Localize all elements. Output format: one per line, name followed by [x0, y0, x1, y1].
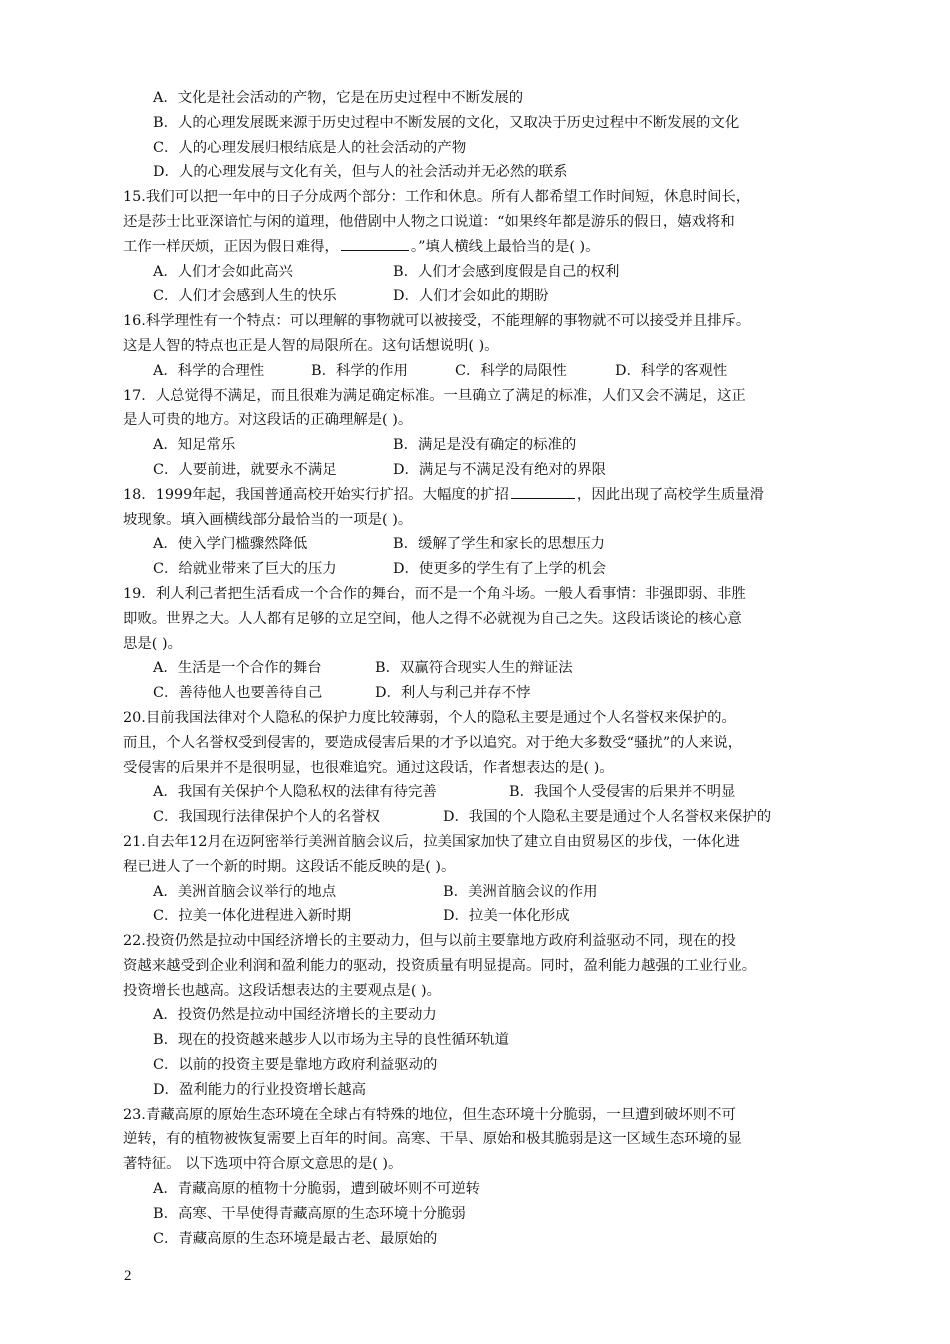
q15-stem-line	[123, 235, 835, 260]
q15-option-a: A．人们才会如此高兴	[153, 263, 293, 280]
q18-options-row	[123, 532, 835, 557]
q14-option-d: D．人的心理发展与文化有关，但与人的社会活动并无必然的联系	[153, 164, 568, 181]
q19-option-b: B．双赢符合现实人生的辩证法	[375, 660, 573, 677]
q21-options-row	[123, 904, 835, 929]
q15-stem-text: 。”填人横线上最恰当的是( )。	[410, 238, 600, 255]
q21-option-c: C．拉美一体化进程进入新时期	[153, 908, 352, 925]
q16-option-a: A．科学的合理性	[153, 362, 265, 379]
fill-blank	[511, 484, 575, 499]
fill-blank	[341, 236, 409, 251]
q19-option-d: D．利人与利己并存不悖	[375, 685, 531, 702]
q21-stem-line: 程已进人了一个新的时期。这段话不能反映的是( )。	[123, 858, 456, 875]
q18-stem-line	[123, 483, 835, 508]
q17-option-b: B．满足是没有确定的标准的	[393, 437, 577, 454]
q20-stem-line: 受侵害的后果并不是很明显，也很难追究。通过这段话，作者想表达的是( )。	[123, 759, 614, 776]
q23-option-b: B．高寒、干旱使得青藏高原的生态环境十分脆弱	[153, 1205, 466, 1222]
q15-option-d: D．人们才会如此的期盼	[393, 288, 549, 305]
q15-options-row	[123, 284, 835, 309]
q16-stem-line: 16.科学理性有一个特点：可以理解的事物就可以被接受，不能理解的事物就不可以接受并且排斥。	[123, 313, 751, 330]
q22-option-d: D．盈利能力的行业投资增长越高	[153, 1081, 367, 1098]
q18-option-b: B．缓解了学生和家长的思想压力	[393, 536, 606, 553]
q17-stem-line: 17．人总觉得不满足，而且很难为满足确定标准。一旦确立了满足的标准，人们又会不满足，这正	[123, 387, 746, 404]
q18-option-a: A．使入学门槛骤然降低	[153, 536, 308, 553]
q16-stem-line: 这是人智的特点也正是人智的局限所在。这句话想说明( )。	[123, 337, 499, 354]
q20-options-row	[123, 780, 835, 805]
q23-option-c: C．青藏高原的生态环境是最古老、最原始的	[153, 1230, 438, 1247]
q18-stem-text: ，因此出现了高校学生质量滑	[576, 486, 765, 503]
q19-stem-line: 19．利人利己者把生活看成一个合作的舞台，而不是一个角斗场。一般人看事情：非强即弱、非胜	[123, 585, 746, 602]
q15-stem-line: 15.我们可以把一年中的日子分成两个部分：工作和休息。所有人都希望工作时间短，休息时间长，	[123, 189, 751, 206]
q23-stem-line: 著特征。 以下选项中符合原文意思的是( )。	[123, 1156, 403, 1173]
q22-option-c: C．以前的投资主要是靠地方政府利益驱动的	[153, 1057, 438, 1074]
q15-option-c: C．人们才会感到人生的快乐	[153, 288, 337, 305]
q20-option-a: A．我国有关保护个人隐私权的法律有待完善	[153, 784, 437, 801]
q23-stem-line: 逆转，有的植物被恢复需要上百年的时间。高寒、干旱、原始和极其脆弱是这一区域生态环境的显	[123, 1131, 742, 1148]
q18-stem-line: 坡现象。填入画横线部分最恰当的一项是( )。	[123, 511, 413, 528]
page-number: 2	[124, 1268, 132, 1284]
q17-options-row	[123, 433, 835, 458]
q16-option-b: B．科学的作用	[311, 362, 408, 379]
exam-page	[123, 86, 835, 1251]
q19-option-a: A．生活是一个合作的舞台	[153, 660, 322, 677]
q17-option-c: C．人要前进，就要永不满足	[153, 461, 337, 478]
q18-option-d: D．使更多的学生有了上学的机会	[393, 561, 607, 578]
q18-options-row	[123, 557, 835, 582]
q22-stem-line: 22.投资仍然是拉动中国经济增长的主要动力，但与以前主要靠地方政府利益驱动不同，现在的投	[123, 933, 736, 950]
q23-option-a: A．青藏高原的植物十分脆弱，遭到破坏则不可逆转	[153, 1181, 480, 1198]
q21-option-a: A．美洲首脑会议举行的地点	[153, 883, 337, 900]
q14-option-c: C．人的心理发展归根结底是人的社会活动的产物	[153, 139, 467, 156]
q15-option-b: B．人们才会感到度假是自己的权利	[393, 263, 620, 280]
q15-stem-text: 工作一样厌烦，正因为假日难得，	[123, 238, 339, 255]
q16-options-row	[123, 359, 835, 384]
q20-option-b: B．我国个人受侵害的后果并不明显	[509, 784, 736, 801]
q21-option-b: B．美洲首脑会议的作用	[443, 883, 598, 900]
q17-stem-line: 是人可贵的地方。对这段话的正确理解是( )。	[123, 412, 413, 429]
q20-options-row	[123, 805, 835, 830]
q21-option-d: D．拉美一体化形成	[443, 908, 570, 925]
q19-options-row	[123, 656, 835, 681]
q16-option-d: D．科学的客观性	[615, 362, 728, 379]
q19-stem-line: 思是( )。	[123, 635, 182, 652]
q19-option-c: C．善待他人也要善待自己	[153, 685, 323, 702]
q23-stem-line: 23.青藏高原的原始生态环境在全球占有特殊的地位，但生态环境十分脆弱，一旦遭到破坏则不可	[123, 1106, 736, 1123]
q19-options-row	[123, 681, 835, 706]
q15-stem-line: 还是莎士比亚深谙忙与闲的道理，他借剧中人物之口说道：“如果终年都是游乐的假日，嬉戏将和	[123, 213, 735, 230]
q21-options-row	[123, 880, 835, 905]
q20-stem-line: 而且，个人名誉权受到侵害的，要造成侵害后果的才予以追究。对于绝大多数受“骚扰”的人来说，	[123, 734, 743, 751]
q22-option-a: A．投资仍然是拉动中国经济增长的主要动力	[153, 1007, 437, 1024]
q17-option-d: D．满足与不满足没有绝对的界限	[393, 461, 607, 478]
q14-option-b: B．人的心理发展既来源于历史过程中不断发展的文化，又取决于历史过程中不断发展的文化	[153, 114, 740, 131]
q15-options-row	[123, 260, 835, 285]
q20-option-d: D．我国的个人隐私主要是通过个人名誉权来保护的	[443, 809, 772, 826]
q17-options-row	[123, 458, 835, 483]
q14-option-a: A．文化是社会活动的产物，它是在历史过程中不断发展的	[153, 90, 524, 106]
q22-stem-line: 资越来越受到企业利润和盈利能力的驱动，投资质量有明显提高。同时，盈利能力越强的工业行业。	[123, 957, 757, 974]
q20-stem-line: 20.目前我国法律对个人隐私的保护力度比较薄弱，个人的隐私主要是通过个人名誉权来保护的。	[123, 709, 736, 726]
q17-option-a: A．知足常乐	[153, 437, 236, 454]
q19-stem-line: 即败。世界之大。人人都有足够的立足空间，他人之得不必就视为自己之失。这段话谈论的核心意	[123, 610, 742, 627]
q22-option-b: B．现在的投资越来越步人以市场为主导的良性循环轨道	[153, 1032, 509, 1049]
q18-option-c: C．给就业带来了巨大的压力	[153, 561, 337, 578]
q21-stem-line: 21.自去年12月在迈阿密举行美洲首脑会议后，拉美国家加快了建立自由贸易区的步伐，一体化进	[123, 833, 740, 850]
q20-option-c: C．我国现行法律保护个人的名誉权	[153, 809, 380, 826]
q22-stem-line: 投资增长也越高。这段话想表达的主要观点是( )。	[123, 982, 442, 999]
q18-stem-text: 18．1999年起，我国普通高校开始实行扩招。大幅度的扩招	[123, 486, 509, 503]
q16-option-c: C．科学的局限性	[455, 362, 567, 379]
